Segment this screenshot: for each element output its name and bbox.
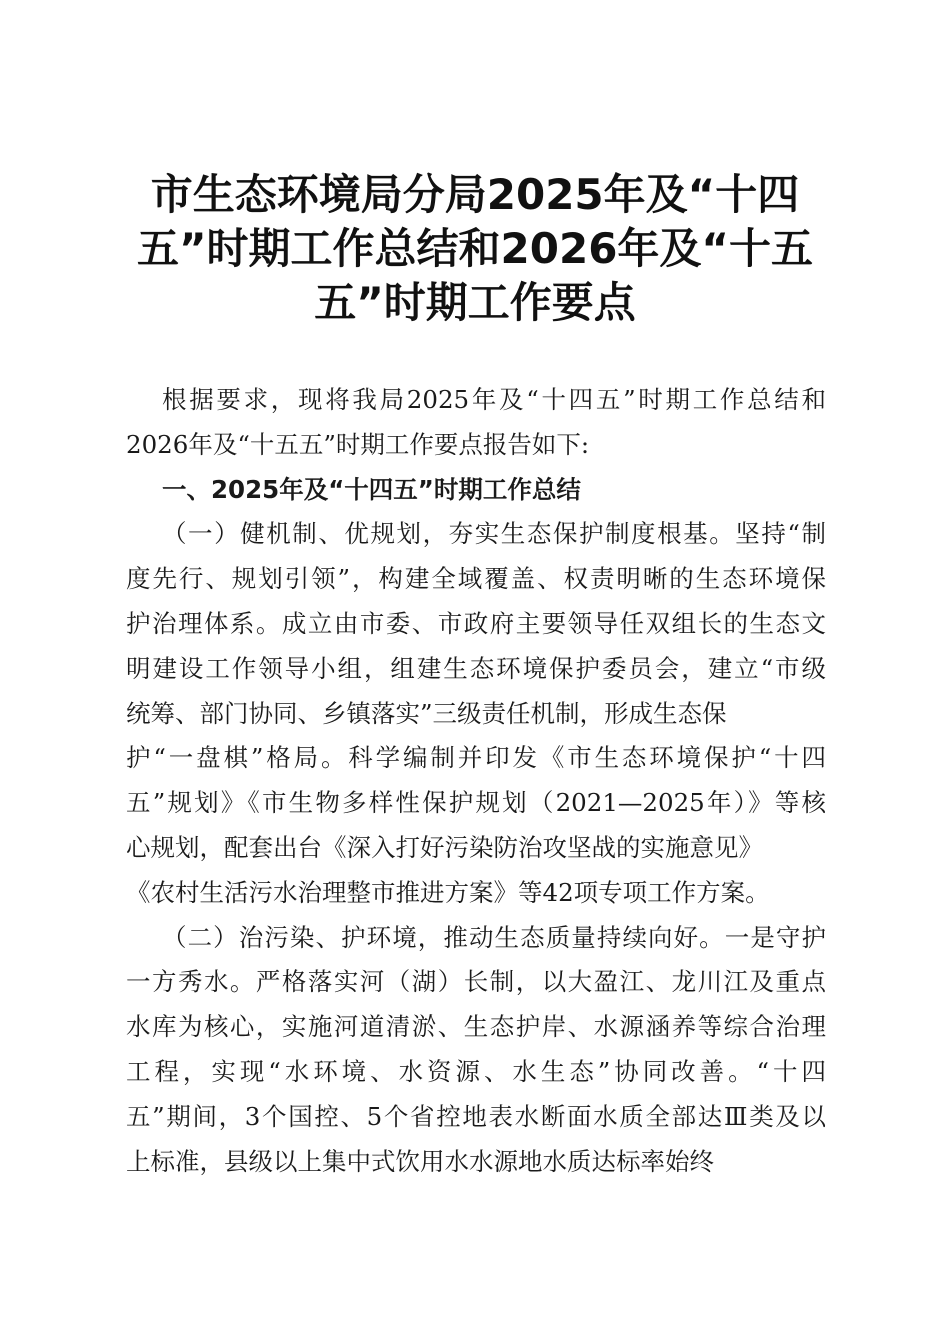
paragraph-line: （一）健机制、优规划，夯实生态保护制度根基。坚持“制 <box>162 519 826 549</box>
paragraph-line: 一方秀水。严格落实河（湖）长制，以大盈江、龙川江及重点 <box>126 967 826 997</box>
paragraph-line: （二）治污染、护环境，推动生态质量持续向好。一是守护 <box>162 922 826 952</box>
title-line-3: 五”时期工作要点 <box>314 278 636 327</box>
paragraph-line: 五”期间，3个国控、5个省控地表水断面水质全部达Ⅲ类及以 <box>126 1101 826 1131</box>
intro-line-2: 2026年及“十五五”时期工作要点报告如下: <box>126 429 590 459</box>
paragraph-line: 水库为核心，实施河道清淤、生态护岸、水源涵养等综合治理 <box>126 1012 826 1042</box>
paragraph-line: 《农村生活污水治理整市推进方案》等42项专项工作方案。 <box>126 877 770 907</box>
title-line-1: 市生态环境局分局2025年及“十四 <box>150 170 800 219</box>
document-body <box>126 378 826 1184</box>
section-heading-1: 一、2025年及“十四五”时期工作总结 <box>162 474 581 504</box>
paragraph-line: 统筹、部门协同、乡镇落实”三级责任机制，形成生态保 <box>126 698 727 728</box>
paragraph-line: 护“一盘棋”格局。科学编制并印发《市生态环境保护“十四 <box>126 743 826 773</box>
paragraph-line: 护治理体系。成立由市委、市政府主要领导任双组长的生态文 <box>126 608 826 638</box>
paragraph-line: 上标准，县级以上集中式饮用水水源地水质达标率始终 <box>126 1146 714 1176</box>
title-line-2: 五”时期工作总结和2026年及“十五 <box>136 224 814 273</box>
paragraph-line: 工程，实现“水环境、水资源、水生态”协同改善。“十四 <box>126 1056 826 1086</box>
intro-line-1: 根据要求，现将我局2025年及“十四五”时期工作总结和 <box>162 385 826 414</box>
paragraph-line: 心规划，配套出台《深入打好污染防治攻坚战的实施意见》 <box>126 832 763 862</box>
document-title <box>120 168 830 330</box>
paragraph-line: 度先行、规划引领”，构建全域覆盖、权责明晰的生态环境保 <box>126 564 826 594</box>
paragraph-line: 明建设工作领导小组，组建生态环境保护委员会，建立“市级 <box>126 653 826 683</box>
paragraph-line: 五”规划》《市生物多样性保护规划（2021—2025年）》等核 <box>126 788 826 818</box>
